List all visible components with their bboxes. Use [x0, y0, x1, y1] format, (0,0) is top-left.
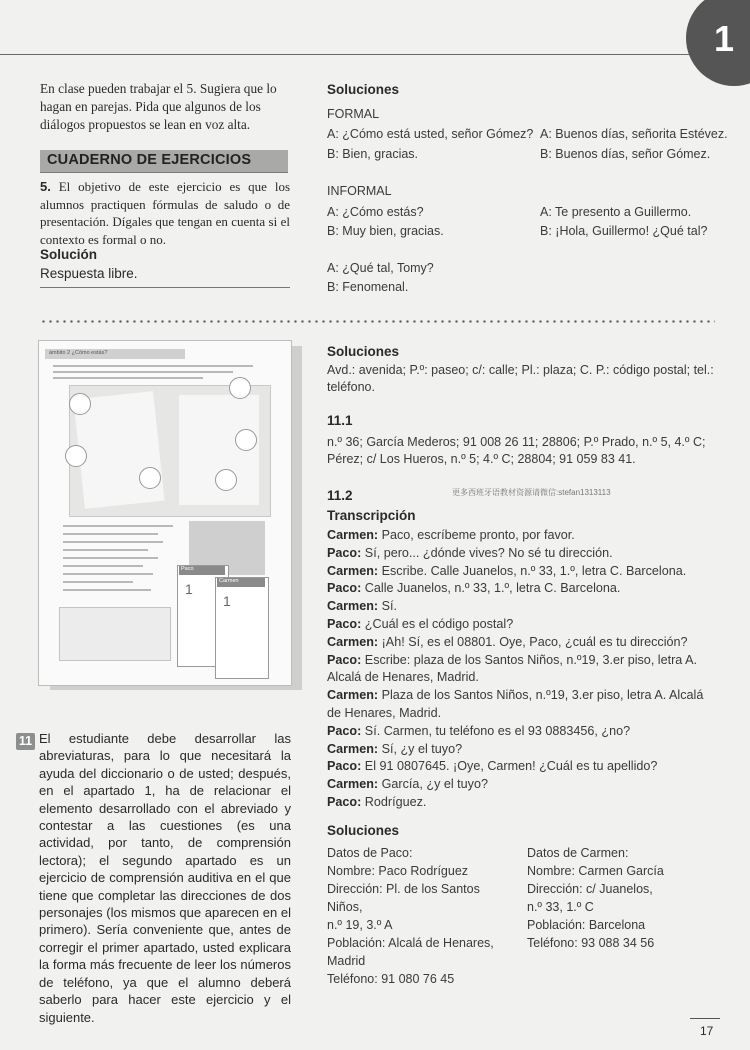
formal-a1: A: ¿Cómo está usted, señor Gómez?	[327, 127, 534, 141]
thumb-line	[63, 525, 173, 527]
left-rule	[40, 287, 290, 288]
carmen-data-line: Nombre: Carmen García	[527, 864, 664, 878]
line-text: El 91 0807645. ¡Oye, Carmen! ¿Cuál es tu apellido?	[364, 759, 658, 774]
solutions-label-2: Soluciones	[327, 344, 400, 359]
speaker: Carmen:	[327, 563, 379, 578]
informal-b1: B: Muy bien, gracias.	[327, 224, 444, 238]
transcript-line	[327, 741, 719, 759]
carmen-data-line: n.º 33, 1.º C	[527, 900, 594, 914]
transcript-line	[327, 687, 719, 723]
carmen-data	[527, 844, 717, 952]
thumb-heading: ámbito 2 ¿Cómo estás?	[49, 350, 108, 356]
thumb-card-carmen-label: Carmen	[219, 578, 239, 584]
abbreviations-text: Avd.: avenida; P.º: paseo; c/: calle; Pl.: plaza; C. P.: código postal; tel.: teléfono.	[327, 363, 714, 394]
line-text: Sí, pero... ¿dónde vives? No sé tu dirección.	[364, 545, 613, 560]
thumb-note-box	[59, 607, 171, 661]
speaker: Paco:	[327, 616, 362, 631]
formal-label: FORMAL	[327, 107, 380, 121]
transcript-line	[327, 794, 719, 812]
thumb-card-num-left: 1	[185, 581, 193, 597]
line-text: Calle Juanelos, n.º 33, 1.º, letra C. Barcelona.	[364, 581, 621, 596]
section-11-1-label: 11.1	[327, 413, 353, 428]
speaker: Paco:	[327, 545, 362, 560]
speaker: Carmen:	[327, 741, 379, 756]
thumb-card-num-right: 1	[223, 593, 231, 609]
carmen-data-line: Dirección: c/ Juanelos,	[527, 882, 653, 896]
transcript-line	[327, 634, 719, 652]
thumb-card-paco-label: Paco	[181, 566, 194, 572]
thumb-line	[63, 565, 143, 567]
line-text: Sí.	[381, 599, 397, 614]
line-text: Rodríguez.	[364, 794, 427, 809]
line-text: Plaza de los Santos Niños, n.º19, 3.er piso, letra A. Alcalá de Henares, Madrid.	[327, 688, 704, 720]
thumb-circle	[139, 467, 161, 489]
thumb-line	[63, 533, 158, 535]
intro-paragraph: En clase pueden trabajar el 5. Sugiera que lo hagan en parejas. Pida que algunos de los diálogos propuestos se lean en voz alta.	[40, 81, 277, 132]
solutions-label-1: Soluciones	[327, 82, 400, 97]
transcript-line	[327, 580, 719, 598]
watermark-text: 更多西班牙语教材资源请微信:stefan1313113	[452, 488, 611, 497]
formal-b1: B: Bien, gracias.	[327, 147, 419, 161]
paco-data	[327, 844, 517, 988]
informal-a2: A: Te presento a Guillermo.	[540, 205, 692, 219]
speaker: Paco:	[327, 759, 362, 774]
thumb-line	[63, 541, 163, 543]
informal-b3: B: Fenomenal.	[327, 280, 409, 294]
thumb-circle	[229, 377, 251, 399]
thumb-circle	[65, 445, 87, 467]
line-text: García, ¿y el tuyo?	[381, 777, 488, 792]
transcript-line	[327, 652, 719, 688]
paco-data-line: n.º 19, 3.º A	[327, 918, 393, 932]
thumb-line	[53, 365, 253, 367]
thumb-line	[53, 377, 203, 379]
paco-data-line: Teléfono: 91 080 76 45	[327, 972, 455, 986]
footer-rule	[690, 1018, 720, 1019]
speaker: Paco:	[327, 794, 362, 809]
thumb-circle	[215, 469, 237, 491]
section-title: CUADERNO DE EJERCICIOS	[47, 152, 252, 168]
thumb-line	[63, 557, 158, 559]
solution-label: Solución	[40, 247, 97, 262]
thumb-line	[63, 573, 153, 575]
informal-label: INFORMAL	[327, 184, 392, 198]
thumb-line	[63, 549, 148, 551]
thumb-line	[53, 371, 233, 373]
thumb-line	[63, 589, 151, 591]
dotted-separator	[40, 320, 715, 323]
transcript-line	[327, 598, 719, 616]
paco-data-line: Población: Alcalá de Henares,	[327, 936, 494, 950]
paco-data-line: Madrid	[327, 954, 366, 968]
line-text: Escribe: plaza de los Santos Niños, n.º19, 3.er piso, letra A. Alcalá de Henares, Madrid.	[327, 652, 698, 685]
formal-a2: A: Buenos días, señorita Estévez.	[540, 127, 728, 141]
thumb-line	[63, 581, 133, 583]
textbook-thumbnail	[38, 340, 292, 686]
line-text: ¿Cuál es el código postal?	[364, 616, 514, 631]
line-text: Escribe. Calle Juanelos, n.º 33, 1.º, letra C. Barcelona.	[381, 563, 687, 578]
transcription-label: Transcripción	[327, 508, 416, 523]
paco-data-line: Dirección: Pl. de los Santos Niños,	[327, 882, 480, 914]
solutions-label-3: Soluciones	[327, 823, 400, 838]
paco-data-line: Datos de Paco:	[327, 846, 413, 860]
thumb-circle	[235, 429, 257, 451]
speaker: Carmen:	[327, 688, 379, 703]
speaker: Paco:	[327, 581, 362, 596]
carmen-data-line: Teléfono: 93 088 34 56	[527, 936, 655, 950]
speaker: Carmen:	[327, 528, 379, 542]
line-text: Paco, escríbeme pronto, por favor.	[381, 528, 575, 542]
section-11-1-text: n.º 36; García Mederos; 91 008 26 11; 28806; P.º Prado, n.º 5, 4.º C; Pérez; c/ Los Hueros, n.º 5; 4.º C; 28804; 91 059 83 41.	[327, 435, 706, 466]
formal-b2: B: Buenos días, señor Gómez.	[540, 147, 711, 161]
header-rule	[0, 54, 705, 55]
speaker: Carmen:	[327, 777, 379, 792]
speaker: Carmen:	[327, 599, 379, 614]
speaker: Paco:	[327, 723, 362, 738]
page-number: 17	[700, 1024, 714, 1038]
transcript-line	[327, 758, 719, 776]
transcript-line	[327, 527, 719, 545]
carmen-data-line: Población: Barcelona	[527, 918, 646, 932]
transcript-line	[327, 616, 719, 634]
solution-text: Respuesta libre.	[40, 266, 138, 281]
transcript-line	[327, 545, 719, 563]
line-text: Sí, ¿y el tuyo?	[381, 741, 463, 756]
chapter-number: 1	[714, 18, 735, 59]
transcript-line	[327, 723, 719, 741]
item-11-text: El estudiante debe desarrollar las abreviaturas, para lo que necesitará la ayuda del diccionario o de usted; después, en el apartado 1, ha de relacionar el elemento desarrollado con el abreviado y contestar a las cuestiones (es una actividad, por tanto, de comprensión lectora); el segundo apartado es un ejercicio de comprensión auditiva en el que tiene que completar las direcciones de dos personajes (los mismos que aparecen en el primero). Sería conveniente que, antes de corregir el primer apartado, usted explicara la forma más frecuente de leer los números de teléfono, ya que el alumno deberá saberlo para hacer este ejercicio y el siguiente.	[39, 731, 291, 1025]
informal-b2: B: ¡Hola, Guillermo! ¿Qué tal?	[540, 224, 708, 238]
paco-data-line: Nombre: Paco Rodríguez	[327, 864, 469, 878]
carmen-data-line: Datos de Carmen:	[527, 846, 629, 860]
thumb-circle	[69, 393, 91, 415]
exercise-5	[40, 178, 290, 248]
section-11-2-label: 11.2	[327, 488, 353, 503]
line-text: ¡Ah! Sí, es el 08801. Oye, Paco, ¿cuál es tu dirección?	[381, 634, 688, 649]
informal-a3: A: ¿Qué tal, Tomy?	[327, 261, 434, 275]
line-text: Sí. Carmen, tu teléfono es el 93 0883456, ¿no?	[364, 723, 631, 738]
item-11-badge: 11	[16, 733, 35, 750]
exercise-number: 5.	[40, 179, 51, 194]
transcript-line	[327, 563, 719, 581]
transcript	[327, 527, 719, 812]
informal-a1: A: ¿Cómo estás?	[327, 205, 424, 219]
speaker: Paco:	[327, 652, 362, 667]
speaker: Carmen:	[327, 634, 379, 649]
exercise-text: El objetivo de este ejercicio es que los alumnos practiquen fórmulas de saludo o de presentación. Dígales que tengan en cuenta si el contexto es formal o no.	[40, 179, 290, 247]
transcript-line	[327, 776, 719, 794]
